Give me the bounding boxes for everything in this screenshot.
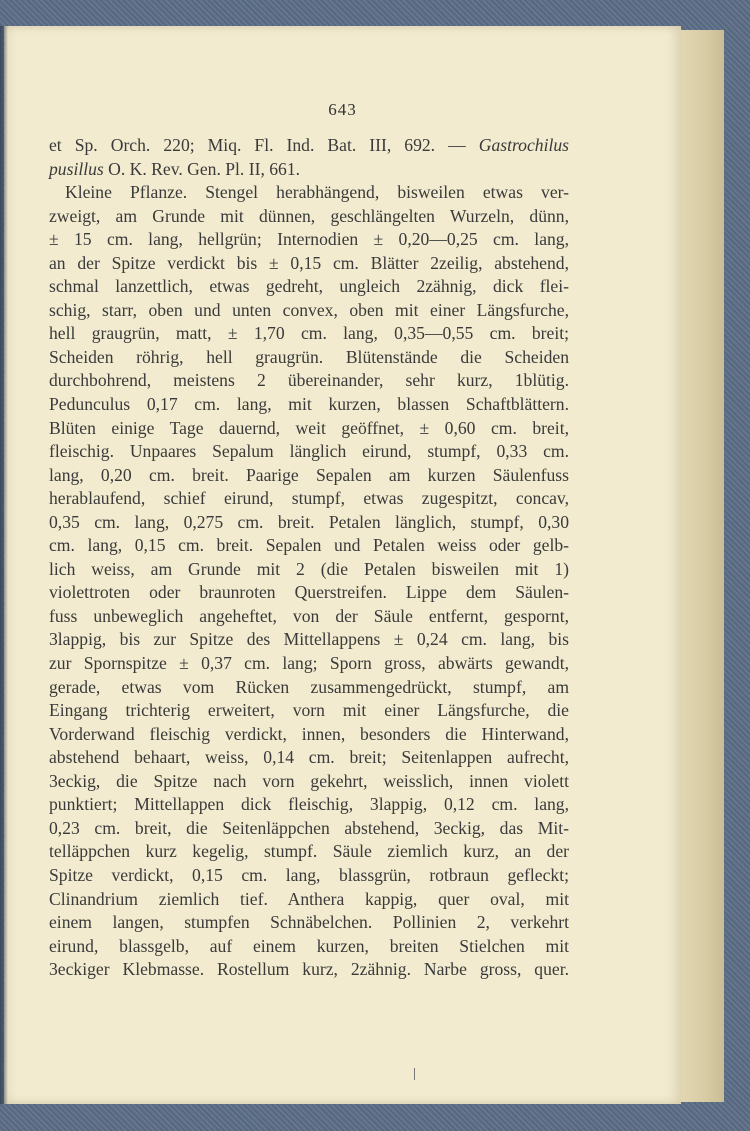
- text-line: [49, 369, 569, 393]
- text-run: ± 15 cm. lang, hellgrün; Internodien ± 0,20—0,25 cm. lang,: [49, 229, 569, 250]
- text-line: [49, 393, 569, 417]
- text-run: punktiert; Mittellappen dick fleischig, 3lappig, 0,12 cm. lang,: [49, 794, 569, 815]
- text-run: Blüten einige Tage dauernd, weit geöffnet, ± 0,60 cm. breit,: [49, 417, 569, 438]
- text-run: 3lappig, bis zur Spitze des Mittellappens ± 0,24 cm. lang, bis: [49, 629, 569, 650]
- text-line: [49, 487, 569, 511]
- text-line: [49, 628, 569, 652]
- text-run: eirund, blassgelb, auf einem kurzen, breiten Stielchen mit: [49, 935, 569, 956]
- text-line: [49, 817, 569, 841]
- text-line: [49, 134, 569, 158]
- text-run: 0,35 cm. lang, 0,275 cm. breit. Petalen länglich, stumpf, 0,30: [49, 511, 569, 532]
- text-line: [49, 252, 569, 276]
- text-line: [49, 534, 569, 558]
- text-line: [49, 770, 569, 794]
- text-run: herablaufend, schief eirund, stumpf, etwas zugespitzt, concav,: [49, 488, 569, 509]
- text-run: abstehend behaart, weiss, 0,14 cm. breit; Seitenlappen aufrecht,: [49, 747, 569, 768]
- book-page: [4, 26, 681, 1104]
- text-run: Pedunculus 0,17 cm. lang, mit kurzen, blassen Schaftblättern.: [49, 394, 569, 415]
- text-run: Clinandrium ziemlich tief. Anthera kappig, quer oval, mit: [49, 888, 569, 909]
- text-line: [49, 605, 569, 629]
- gutter-mark: [414, 1068, 415, 1080]
- text-run: zur Spornspitze ± 0,37 cm. lang; Sporn gross, abwärts gewandt,: [49, 653, 569, 674]
- text-line: [49, 158, 569, 182]
- text-run: Vorderwand fleischig verdickt, innen, besonders die Hinterwand,: [49, 723, 569, 744]
- text-line: [49, 581, 569, 605]
- binding-shadow: [0, 26, 8, 1104]
- text-line: [49, 299, 569, 323]
- text-run: schig, starr, oben und unten convex, oben mit einer Längsfurche,: [49, 299, 569, 320]
- text-line: [49, 228, 569, 252]
- text-line: [49, 417, 569, 441]
- text-line: [49, 864, 569, 888]
- text-run: schmal lanzettlich, etwas gedreht, ungleich 2zähnig, dick flei-: [49, 276, 569, 297]
- text-run: hell graugrün, matt, ± 1,70 cm. lang, 0,35—0,55 cm. breit;: [49, 323, 569, 344]
- text-run: einem langen, stumpfen Schnäbelchen. Pollinien 2, verkehrt: [49, 912, 569, 933]
- text-run: Scheiden röhrig, hell graugrün. Blütenstände die Scheiden: [49, 346, 569, 367]
- text-line: [49, 840, 569, 864]
- text-line: [49, 676, 569, 700]
- text-line: [49, 699, 569, 723]
- text-line: [49, 793, 569, 817]
- text-run: fleischig. Unpaares Sepalum länglich eirund, stumpf, 0,33 cm.: [49, 441, 569, 462]
- text-line: [49, 181, 569, 205]
- text-line: [49, 346, 569, 370]
- text-run: cm. lang, 0,15 cm. breit. Sepalen und Petalen weiss oder gelb-: [49, 535, 569, 556]
- text-line: [49, 652, 569, 676]
- text-run: durchbohrend, meistens 2 übereinander, sehr kurz, 1blütig.: [49, 370, 569, 391]
- text-line: [49, 322, 569, 346]
- body-text: [49, 134, 569, 982]
- text-run: 3eckig, die Spitze nach vorn gekehrt, weisslich, innen violett: [49, 770, 569, 791]
- text-run: 0,23 cm. breit, die Seitenläppchen abstehend, 3eckig, das Mit-: [49, 817, 569, 838]
- text-run: Kleine Pflanze. Stengel herabhängend, bisweilen etwas ver-: [65, 182, 569, 203]
- text-run: zweigt, am Grunde mit dünnen, geschlängelten Wurzeln, dünn,: [49, 205, 569, 226]
- text-line: [49, 511, 569, 535]
- text-run: violettroten oder braunroten Querstreifen. Lippe dem Säulen-: [49, 582, 569, 603]
- text-run: fuss unbeweglich angeheftet, von der Säule entfernt, gespornt,: [49, 605, 569, 626]
- text-run: lich weiss, am Grunde mit 2 (die Petalen bisweilen mit 1): [49, 558, 569, 579]
- text-line: [49, 888, 569, 912]
- text-run: O. K. Rev. Gen. Pl. II, 661.: [103, 158, 301, 179]
- text-run: Eingang trichterig erweitert, vorn mit einer Längsfurche, die: [49, 700, 569, 721]
- page-edge: [676, 30, 724, 1102]
- text-run: Spitze verdickt, 0,15 cm. lang, blassgrün, rotbraun gefleckt;: [49, 864, 569, 885]
- text-line: [49, 464, 569, 488]
- text-line: [49, 746, 569, 770]
- text-line: [49, 935, 569, 959]
- text-run: 3eckiger Klebmasse. Rostellum kurz, 2zähnig. Narbe gross, quer.: [49, 959, 569, 980]
- text-line: [49, 911, 569, 935]
- text-line: [49, 275, 569, 299]
- text-line: [49, 958, 569, 982]
- text-run: an der Spitze verdickt bis ± 0,15 cm. Blätter 2zeilig, abstehend,: [49, 252, 569, 273]
- text-run: telläppchen kurz kegelig, stumpf. Säule ziemlich kurz, an der: [49, 841, 569, 862]
- italic-taxon: pusillus: [49, 158, 104, 179]
- italic-taxon: Gastrochilus: [478, 135, 569, 155]
- text-line: [49, 205, 569, 229]
- page-number: 643: [328, 100, 357, 119]
- text-line: [49, 440, 569, 464]
- text-line: [49, 723, 569, 747]
- text-run: gerade, etwas vom Rücken zusammengedrückt, stumpf, am: [49, 676, 569, 697]
- text-run: et Sp. Orch. 220; Miq. Fl. Ind. Bat. III, 692. —: [49, 135, 479, 155]
- text-run: lang, 0,20 cm. breit. Paarige Sepalen am kurzen Säulenfuss: [49, 464, 569, 485]
- text-line: [49, 558, 569, 582]
